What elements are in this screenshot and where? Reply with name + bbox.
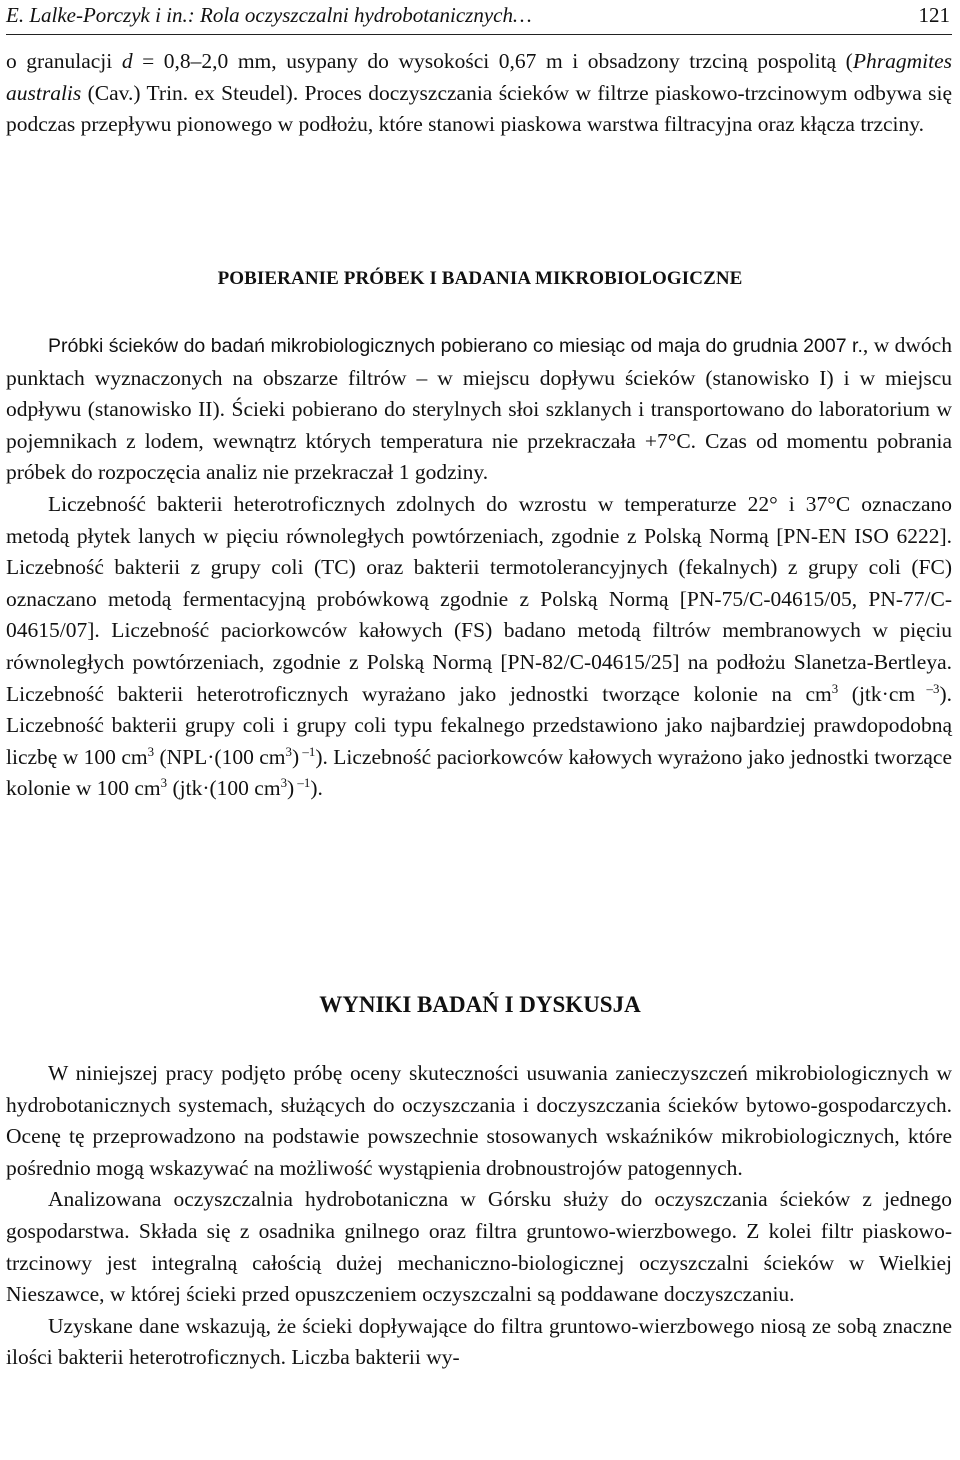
intro-text-b: = 0,8–2,0 mm, usypany do wysokości 0,67 m i obsadzony trzciną pospolitą ( (132, 49, 853, 73)
species-name: Phragmites australis (6, 49, 952, 105)
sup: –3 (915, 681, 940, 696)
sup: –1 (299, 744, 316, 759)
intro-paragraph (6, 46, 952, 141)
intro-text-a: o granulacji (6, 49, 122, 73)
section-heading-results: WYNIKI BADAŃ I DYSKUSJA (319, 992, 641, 1017)
methods-p1-rest: , w dwóch punktach wyznaczonych na obszarze filtrów – w miejscu dopływu ścieków (stanowisko I) i w miejscu odpływu (stanowisko II). Ścieki pobierano do sterylnych słoi szklanych i transportowano do laboratorium w pojemnikach z lodem, wewnątrz których temperatura nie przekraczała +7°C. Czas od momentu pobrania próbek do rozpoczęcia analiz nie przekraczał 1 godziny. (6, 333, 952, 485)
page-number: 121 (918, 3, 950, 27)
methods-p1-sans: Próbki ścieków do badań mikrobiologicznych pobierano co miesiąc od maja do grudnia 2007 r. (48, 335, 863, 357)
sup: 3 (280, 776, 288, 791)
running-header (6, 0, 952, 35)
sup: 3 (285, 744, 292, 759)
sup: 3 (160, 776, 168, 791)
intro-text-c: (Cav.) Trin. ex Steudel). Proces doczyszczania ścieków w filtrze piaskowo-trzcinowym odbywa się podczas przepływu pionowego w podłożu, które stanowi piaskowa warstwa filtracyjna oraz kłącza trzciny. (6, 80, 952, 137)
methods-paragraph-2 (6, 489, 952, 805)
methods-p2-i: ). (310, 776, 323, 801)
results-paragraph-1: W niniejszej pracy podjęto próbę oceny skuteczności usuwania zanieczyszczeń mikrobiologicznych w hydrobotanicznych systemach, służących do oczyszczania i doczyszczania ścieków bytowo-gospodarczych. Ocenę tę przeprowadzono na podstawie powszechnie stosowanych wskaźników mikrobiologicznych, które pośrednio mogą wskazywać na możliwość wystąpienia drobnoustrojów patogennych. (6, 1061, 952, 1180)
methods-p2-h: ) (287, 776, 295, 801)
results-block (6, 1058, 952, 1374)
methods-block (6, 330, 952, 805)
methods-p2-a: Liczebność bakterii heterotroficznych zdolnych do wzrostu w temperaturze 22° i 37°C oznaczano metodą płytek lanych w pięciu równoległych powtórzeniach, zgodnie z Polską Normą [PN-EN ISO 6222]. Liczebność bakterii z grupy coli (TC) oraz bakterii termotolerancyjnych (fekalnych) z grupy coli (FC) oznaczano metodą fermentacyjną probówkową zgodnie z Polską Normą [PN-75/C-04615/05, PN-77/C-04615/07]. Liczebność paciorkowców kałowych (FS) badano metodą filtrów membranowych w pięciu równoległych powtórzeniach, zgodnie z Polską Normą [PN-82/C-04615/25] na podłożu Slanetza-Bertleya. Liczebność bakterii heterotroficznych wyrażano jako jednostki tworzące kolonie na cm (6, 491, 952, 706)
intro-variable-d: d (121, 49, 133, 73)
methods-p2-d: (NPL·(100 cm (154, 744, 286, 769)
sup: –1 (294, 776, 311, 791)
section-heading-methods: POBIERANIE PRÓBEK I BADANIA MIKROBIOLOGICZNE (217, 268, 743, 289)
methods-p2-f: ). Liczebność paciorkowców kałowych wyrażono jako jednostki tworzące kolonie w 100 cm (6, 744, 952, 801)
intro-block (6, 46, 952, 141)
sup: 3 (831, 681, 839, 696)
methods-paragraph-1 (6, 330, 952, 489)
sup: 3 (147, 744, 155, 759)
running-title: E. Lalke-Porczyk i in.: Rola oczyszczalni hydrobotanicznych… (6, 3, 532, 27)
methods-p2-g: (jtk·(100 cm (167, 776, 281, 801)
methods-p2-b: (jtk·cm (838, 681, 916, 706)
methods-p2-e: ) (291, 744, 300, 769)
methods-p2-c: ). Liczebność bakterii grupy coli i grupy coli typu fekalnego przedstawiono jako najbardziej prawdopodobną liczbę w 100 cm (6, 681, 952, 769)
results-paragraph-2: Analizowana oczyszczalnia hydrobotaniczna w Górsku służy do oczyszczania ścieków z jednego gospodarstwa. Składa się z osadnika gnilnego oraz filtra gruntowo-wierzbowego. Z kolei filtr piaskowo-trzcinowy jest integralną całością dużej mechaniczno-biologicznej oczyszczalni ścieków w Wielkiej Nieszawce, w której ścieki przed opuszczeniem oczyszczalni są poddawane doczyszczaniu. (6, 1187, 952, 1307)
results-paragraph-3: Uzyskane dane wskazują, że ścieki dopływające do filtra gruntowo-wierzbowego niosą ze sobą znaczne ilości bakterii heterotroficznych. Liczba bakterii wy- (6, 1313, 952, 1370)
